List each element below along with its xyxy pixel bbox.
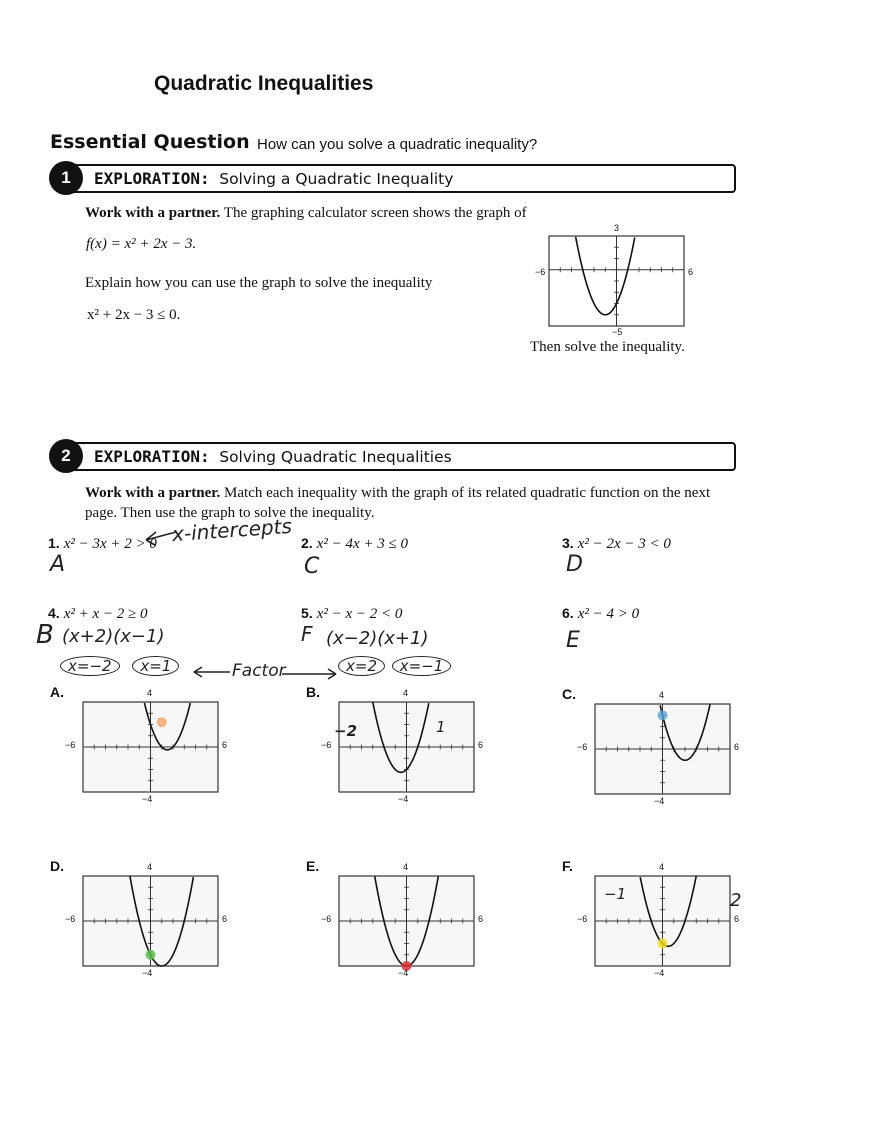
item-6-answer: E	[566, 628, 580, 653]
item-4-answer: B	[36, 620, 54, 650]
ex1-partner-bold: Work with a partner.	[85, 205, 221, 221]
ex1-graph-svg	[520, 220, 700, 340]
item-5-answer: F	[301, 622, 313, 646]
graph-xmax: 6	[478, 740, 484, 750]
ex1-graph-ymax: 3	[614, 223, 620, 233]
item-4	[48, 605, 147, 623]
ex1-instructions	[85, 205, 527, 222]
item-number: 3.	[562, 535, 574, 551]
exploration-2-label-text: Solving Quadratic Inequalities	[219, 448, 452, 466]
graph-f-left-note: −1	[604, 885, 627, 903]
graph-ymax: 4	[403, 688, 409, 698]
item-number: 2.	[301, 535, 313, 551]
item-expression: x² + x − 2 ≥ 0	[63, 606, 148, 622]
item-5	[301, 605, 402, 623]
graph-ymin: −4	[654, 796, 665, 806]
graph-xmin: −6	[577, 914, 588, 924]
graph-f-right-note: 2	[730, 890, 742, 911]
graph-b	[306, 684, 506, 818]
graph-b-left-note: −2	[334, 722, 358, 740]
graph-a	[50, 684, 250, 818]
factor-f-note: (x−2)(x+1)	[326, 628, 429, 649]
graph-label: D.	[50, 858, 64, 874]
ex1-partner-text: The graphing calculator screen shows the graph of	[223, 205, 527, 221]
highlight-mark	[157, 717, 167, 727]
graph-ymax: 4	[403, 862, 409, 872]
highlight-mark	[146, 950, 156, 960]
highlight-mark	[658, 939, 668, 949]
essential-question-text: How can you solve a quadratic inequality?	[257, 136, 538, 153]
ex1-then-solve: Then solve the inequality.	[530, 339, 685, 355]
item-2	[301, 535, 408, 553]
item-2-answer: C	[304, 554, 320, 579]
exploration-1-number: 1	[49, 161, 83, 195]
item-expression: x² − 3x + 2 > 0	[63, 536, 157, 552]
exploration-2-number: 2	[49, 439, 83, 473]
graph-label: A.	[50, 684, 64, 700]
ex2-partner-text: Match each inequality with the graph of its related quadratic function on the next page. Then use the graph to solve the inequality.	[85, 485, 711, 521]
item-number: 6.	[562, 605, 574, 621]
graph-label: E.	[306, 858, 320, 874]
exploration-1-label-text: Solving a Quadratic Inequality	[219, 170, 454, 188]
graph-xmin: −6	[321, 914, 332, 924]
graph-xmin: −6	[65, 740, 76, 750]
graph-xmax: 6	[734, 914, 740, 924]
graph-ymax: 4	[659, 690, 665, 700]
item-3-answer: D	[566, 552, 583, 577]
exploration-2-label	[94, 447, 452, 466]
ex1-explain: Explain how you can use the graph to solve the inequality	[85, 275, 433, 291]
graph-ymin: −4	[654, 968, 665, 978]
item-expression: x² − 4 > 0	[577, 606, 640, 622]
graph-c	[562, 686, 762, 820]
graph-ymin: −4	[142, 794, 153, 804]
item-number: 1.	[48, 535, 60, 551]
ex1-graph	[520, 220, 700, 340]
x-intercepts-note: x-intercepts	[171, 513, 293, 547]
graph-xmin: −6	[321, 740, 332, 750]
graph-ymin: −4	[398, 968, 409, 978]
solution-oval: x=−1	[392, 656, 452, 676]
item-expression: x² − 2x − 3 < 0	[577, 536, 671, 552]
solution-oval: x=2	[338, 656, 385, 676]
graph-ymin: −4	[398, 794, 409, 804]
item-6	[562, 605, 639, 623]
graph-ymax: 4	[659, 862, 665, 872]
essential-question-heading: Essential Question	[50, 131, 250, 153]
page-title: Quadratic Inequalities	[154, 72, 374, 95]
graph-label: B.	[306, 684, 320, 700]
factor-b-note: (x+2)(x−1)	[62, 626, 165, 647]
exploration-1-label	[94, 169, 453, 188]
ex1-graph-ymin: −5	[612, 327, 623, 337]
graph-b-right-note: 1	[436, 718, 446, 736]
ex1-inequality: x² + 2x − 3 ≤ 0.	[87, 307, 181, 323]
graph-xmax: 6	[222, 914, 228, 924]
item-expression: x² − 4x + 3 ≤ 0	[316, 536, 408, 552]
item-1-answer: A	[50, 552, 66, 577]
ex1-function: f(x) = x² + 2x − 3.	[86, 236, 197, 252]
graph-xmin: −6	[577, 742, 588, 752]
graph-f	[562, 858, 762, 992]
factor-solutions-f	[338, 657, 451, 675]
graph-xmin: −6	[65, 914, 76, 924]
graph-label: C.	[562, 686, 576, 702]
x-intercepts-arrow	[140, 524, 180, 548]
graph-e	[306, 858, 506, 992]
graph-ymin: −4	[142, 968, 153, 978]
graph-xmax: 6	[478, 914, 484, 924]
factor-arrows	[190, 662, 340, 684]
highlight-mark	[658, 710, 668, 720]
factor-word: Factor	[232, 661, 286, 681]
solution-oval: x=1	[132, 656, 179, 676]
graph-ymax: 4	[147, 862, 153, 872]
graph-d	[50, 858, 250, 992]
ex1-graph-xmax: 6	[688, 267, 694, 277]
item-number: 5.	[301, 605, 313, 621]
factor-solutions-row	[60, 657, 179, 675]
graph-xmax: 6	[222, 740, 228, 750]
ex2-instructions	[85, 483, 735, 523]
item-number: 4.	[48, 605, 60, 621]
exploration-2-label-bold: EXPLORATION:	[94, 447, 210, 466]
solution-oval: x=−2	[60, 656, 120, 676]
graph-xmax: 6	[734, 742, 740, 752]
graph-ymax: 4	[147, 688, 153, 698]
ex1-graph-xmin: −6	[535, 267, 546, 277]
item-3	[562, 535, 671, 553]
item-expression: x² − x − 2 < 0	[316, 606, 403, 622]
ex2-partner-bold: Work with a partner.	[85, 485, 221, 501]
exploration-1-label-bold: EXPLORATION:	[94, 169, 210, 188]
graph-label: F.	[562, 858, 573, 874]
